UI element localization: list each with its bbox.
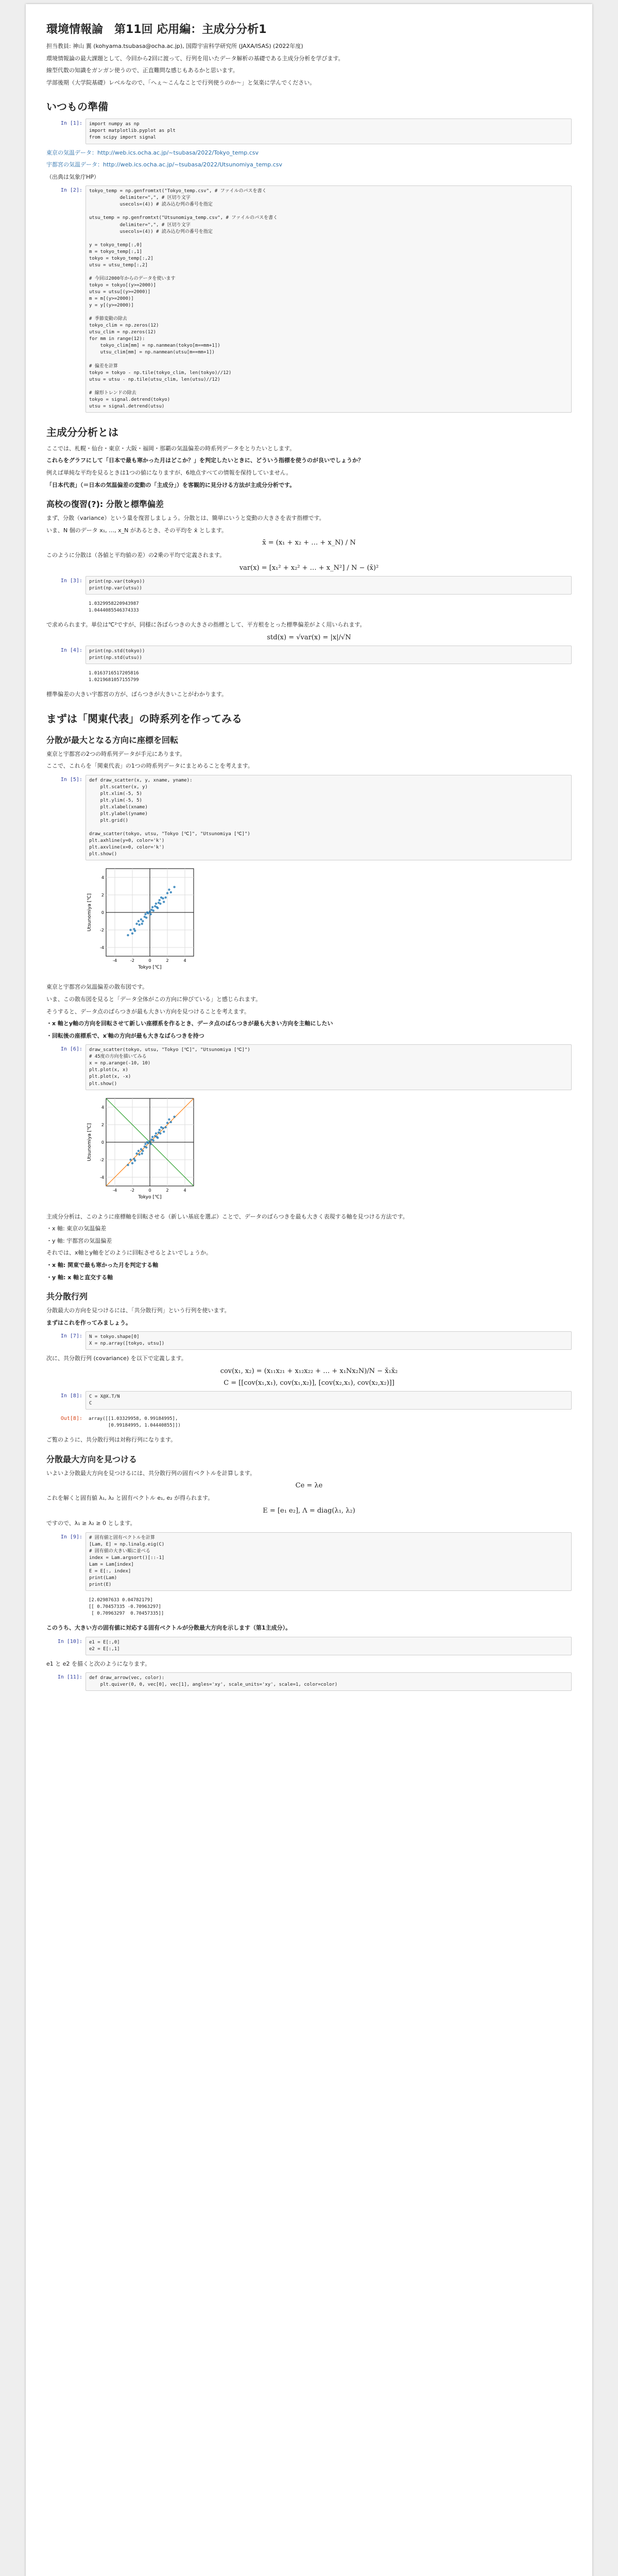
scatter-point xyxy=(163,901,165,903)
data-link[interactable]: 東京の気温データ：http://web.ics.ocha.ac.jp/~tsubasa/2022/Tokyo_temp.csv xyxy=(46,149,259,156)
section-heading: まずは「関東代表」の時系列を作ってみる xyxy=(46,712,242,725)
scatter-point xyxy=(157,1137,159,1139)
equation: x̄ = (x₁ + x₂ + … + x_N) / N xyxy=(262,539,356,547)
section-heading: 主成分分析とは xyxy=(46,426,118,438)
paragraph: それでは、x軸とy軸をどのように回転させるとよいでしょうか。 xyxy=(46,1249,212,1257)
equation: std(x) = √var(x) = |x|/√N xyxy=(267,633,351,641)
cell-prompt: In [8]: xyxy=(60,1393,82,1399)
code-input[interactable]: draw_scatter(tokyo, utsu, "Tokyo [℃]", "Utsunomiya [℃]") # 45度の方向を描いてみる x = np.arange(-10, 10) plt.plot(x, x) plt.plot(x, -x) plt.show() xyxy=(85,1044,572,1090)
paragraph: 主成分分析は、このように座標軸を回転させる（新しい基底を選ぶ）ことで、データのばらつきを最も大きく表現する軸を見つける方法です。 xyxy=(46,1213,408,1220)
cell-output: array([[1.03329958, 0.99184995], [0.99184995, 1.04440855]]) xyxy=(89,1416,181,1429)
code-input[interactable]: print(np.var(tokyo)) print(np.var(utsu)) xyxy=(85,576,572,595)
paragraph: このうち、大きい方の固有値に対応する固有ベクトルが分散最大方向を示します（第1主成分）。 xyxy=(46,1624,291,1632)
paragraph: 東京と宇都宮の2つの時系列データが手元にあります。 xyxy=(46,750,186,757)
y-tick-label: 0 xyxy=(101,1140,104,1145)
code-cell[interactable] xyxy=(46,118,572,144)
scatter-point xyxy=(163,1130,165,1132)
scatter-point xyxy=(152,1139,154,1141)
x-tick-label: 4 xyxy=(183,1188,186,1193)
scatter-point xyxy=(159,899,161,901)
code-cell[interactable] xyxy=(46,1672,572,1691)
x-tick-label: -2 xyxy=(130,1188,134,1193)
list-item: ・y 軸: x 軸と直交する軸 xyxy=(46,1274,113,1281)
scatter-point xyxy=(129,929,131,931)
cell-prompt: In [7]: xyxy=(60,1333,82,1340)
code-cell[interactable] xyxy=(46,576,572,595)
paragraph: いま、この散布図を見ると「データ全体がこの方向に伸びている」と感じられます。 xyxy=(46,995,262,1003)
subsection-heading: 高校の復習(?): 分散と標準偏差 xyxy=(46,499,164,510)
output-cell xyxy=(46,1414,572,1431)
scatter-point xyxy=(127,934,129,936)
paragraph: 東京と宇都宮の気温偏差の散布図です。 xyxy=(46,984,148,991)
code-cell[interactable] xyxy=(46,1331,572,1350)
paragraph: ・x 軸とy軸の方向を回転させて新しい座標系を作るとき、データ点のばらつきが最も大きい方向を主軸にしたい xyxy=(46,1020,333,1027)
x-axis-label: Tokyo [℃] xyxy=(138,1194,162,1200)
output-cell xyxy=(46,668,572,686)
code-input[interactable]: # 固有値と固有ベクトルを計算 [Lam, E] = np.linalg.eig(C) # 固有値の大きい順に並べる index = Lam.argsort()[::-1] Lam = Lam[index] E = E[:, index] print(Lam) print(E) xyxy=(85,1532,572,1591)
scatter-point xyxy=(144,913,146,916)
cell-output: [2.02987633 0.04782179] [[ 0.70457335 -0.70963297] [ 0.70963297 0.70457335]] xyxy=(89,1597,164,1617)
source-note: （出典は気象庁HP） xyxy=(46,173,99,180)
paragraph: ・回転後の座標系で、x′軸の方向が最も大きなばらつきを持つ xyxy=(46,1032,204,1039)
paragraph: まず、分散（variance）という量を復習しましょう。分散とは、簡単にいうと変動の大きさを表す指標です。 xyxy=(46,515,325,522)
scatter-point xyxy=(146,1141,148,1143)
scatter-point xyxy=(131,933,133,935)
y-tick-label: 2 xyxy=(101,1122,104,1127)
scatter-point xyxy=(152,910,154,912)
code-cell[interactable] xyxy=(46,1044,572,1090)
paragraph: これらをグラフにして「日本で最も寒かった月はどこか？」を判定したいときに、どういう指標を使うのが良いでしょうか？ xyxy=(46,457,364,464)
scatter-point xyxy=(166,1122,168,1124)
scatter-point xyxy=(157,907,159,909)
paragraph: いよいよ分散最大方向を見つけるには、共分散行列の固有ベクトルを計算します。 xyxy=(46,1469,256,1477)
cell-prompt: In [10]: xyxy=(57,1638,82,1645)
scatter-point xyxy=(168,889,170,891)
scatter-point xyxy=(134,1159,136,1161)
scatter-point xyxy=(166,892,168,894)
x-tick-label: 0 xyxy=(148,958,151,963)
x-tick-label: -4 xyxy=(113,958,117,963)
scatter-point xyxy=(145,1146,147,1148)
code-input[interactable]: print(np.std(tokyo)) print(np.std(utsu)) xyxy=(85,646,572,664)
section-heading: いつもの準備 xyxy=(46,100,108,113)
cell-prompt: In [3]: xyxy=(60,578,82,584)
code-cell[interactable] xyxy=(46,1391,572,1410)
y-tick-label: -2 xyxy=(100,928,104,933)
scatter-point xyxy=(149,910,151,912)
scatter-point xyxy=(142,1149,144,1151)
list-item: ・y 軸: 宇都宮の気温偏差 xyxy=(46,1237,112,1244)
x-tick-label: -2 xyxy=(130,958,134,963)
scatter-point xyxy=(135,1152,138,1154)
scatter-point xyxy=(140,919,142,921)
y-tick-label: -4 xyxy=(100,1175,104,1180)
scatter-point xyxy=(141,1152,143,1154)
code-input[interactable]: import numpy as np import matplotlib.pyplot as plt from scipy import signal xyxy=(85,118,572,144)
cell-prompt: In [1]: xyxy=(60,121,82,127)
scatter-chart-svg xyxy=(85,865,199,978)
paragraph: 「日本代表」（＝日本の気温偏差の変動の「主成分」）を客観的に見分ける方法が主成分分析です。 xyxy=(46,481,296,488)
scatter-point xyxy=(159,903,161,905)
scatter-point xyxy=(138,1149,140,1151)
scatter-point xyxy=(151,1136,153,1138)
x-tick-label: 2 xyxy=(166,958,169,963)
equation: E = [e₁ e₂], Λ = diag(λ₁, λ₂) xyxy=(263,1506,355,1515)
equation: var(x) = [x₁² + x₂² + … + x_N²] / N − (x̄)² xyxy=(239,564,379,572)
y-tick-label: -4 xyxy=(100,945,104,951)
paragraph: いま、N 個のデータ x₁, …, x_N があるとき、その平均を x̄ とします。 xyxy=(46,527,228,534)
subsection-heading: 共分散行列 xyxy=(46,1292,88,1302)
scatter-point xyxy=(173,886,175,888)
data-link[interactable]: 宇都宮の気温データ：http://web.ics.ocha.ac.jp/~tsubasa/2022/Utsunomiya_temp.csv xyxy=(46,161,282,168)
scatter-point xyxy=(144,1143,146,1145)
scatter-point xyxy=(138,924,140,926)
list-item: ・x 軸: 東京の気温偏差 xyxy=(46,1225,107,1232)
x-axis-label: Tokyo [℃] xyxy=(138,965,162,971)
scatter-plot xyxy=(85,865,572,979)
paragraph: まずはこれを作ってみましょう。 xyxy=(46,1319,131,1326)
scatter-point xyxy=(159,1129,161,1131)
scatter-point xyxy=(135,923,138,925)
notebook-page xyxy=(26,4,592,2576)
code-input[interactable]: def draw_scatter(x, y, xname, yname): plt.scatter(x, y) plt.xlim(-5, 5) plt.ylim(-5, 5) plt.xlabel(xname) plt.ylabel(yname) plt.grid() draw_scatter(tokyo, utsu, "Tokyo [℃]", "Utsunomiya [℃]") plt.axhline(y=0, color='k') plt.axvline(x=0, color='k') plt.show() xyxy=(85,775,572,861)
scatter-point xyxy=(138,1153,140,1155)
scatter-point xyxy=(151,906,153,908)
equation: cov(x₁, x₂) = (x₁₁x₂₁ + x₁₂x₂₂ + … + x₁Nx₂N)/N − x̄₁x̄₂ xyxy=(220,1367,398,1375)
cell-output: 1.0329958220943987 1.0444085546374333 xyxy=(89,601,139,614)
intro-text: 環境情報論の最大課題として、今回から2回に渡って、行列を用いたデータ解析の基礎である主成分分析を学びます。 xyxy=(46,55,344,62)
paragraph: で求められます。単位は℃²ですが、同様に各ばらつきの大きさの指標として、平方根をとった標準偏差がよく用いられます。 xyxy=(46,621,366,629)
y-tick-label: 4 xyxy=(101,1105,104,1110)
scatter-point xyxy=(160,896,162,899)
x-tick-label: 0 xyxy=(148,1188,151,1193)
scatter-point xyxy=(155,903,157,905)
paragraph: ここでは、札幌・仙台・東京・大阪・福岡・那覇の気温偏差の時系列データをとりたいとします。 xyxy=(46,445,296,452)
subsection-heading: 分散が最大となる方向に座標を回転 xyxy=(46,735,179,745)
intro-text: 線型代数の知識をガンガン使うので、正直難問な感じもあるかと思います。 xyxy=(46,67,238,74)
scatter-point xyxy=(149,1140,151,1142)
equation: Ce = λe xyxy=(295,1482,323,1490)
scatter-plot xyxy=(85,1094,572,1209)
y-tick-label: 0 xyxy=(101,910,104,916)
scatter-point xyxy=(140,1148,142,1150)
cell-prompt: In [9]: xyxy=(60,1534,82,1540)
code-cell[interactable] xyxy=(46,1532,572,1591)
cell-output: 1.0163716517205816 1.0219681057155799 xyxy=(89,670,139,683)
scatter-point xyxy=(168,1118,170,1120)
paragraph: これを解くと固有値 λ₁, λ₂ と固有ベクトル e₁, e₂ が得られます。 xyxy=(46,1495,214,1502)
scatter-point xyxy=(138,920,140,922)
scatter-point xyxy=(164,1126,166,1128)
scatter-point xyxy=(170,891,172,893)
code-cell[interactable] xyxy=(46,646,572,664)
paragraph: ご覧のように、共分散行列は対称行列になります。 xyxy=(46,1436,177,1444)
y-axis-label: Utsunomiya [℃] xyxy=(87,893,92,932)
scatter-chart-svg xyxy=(85,1094,199,1208)
code-input[interactable]: C = X@X.T/N C xyxy=(85,1391,572,1410)
paragraph: 標準偏差の大きい宇都宮の方が、ばらつきが大きいことがわかります。 xyxy=(46,690,228,698)
scatter-point xyxy=(170,1121,172,1123)
paragraph: ここで、これらを「関東代表」の1つの時系列データにまとめることを考えます。 xyxy=(46,762,253,770)
scatter-point xyxy=(141,923,143,925)
cell-prompt: In [5]: xyxy=(60,776,82,783)
intro-text: 学部後期（大学院基礎）レベルなので、「へぇ〜こんなことで行列使うのか〜」と気楽に学んでください。 xyxy=(46,79,316,86)
paragraph: このように分散は（各値と平均値の差）の2乗の平均で定義されます。 xyxy=(46,552,226,559)
scatter-point xyxy=(160,1126,162,1128)
scatter-point xyxy=(134,930,136,932)
paragraph: ですので、λ₁ ≥ λ₂ ≥ 0 とします。 xyxy=(46,1519,136,1527)
y-tick-label: 4 xyxy=(101,875,104,880)
paragraph: そうすると、データ点のばらつきが最も大きい方向を見つけることを考えます。 xyxy=(46,1008,250,1015)
x-tick-label: 2 xyxy=(166,1188,169,1193)
page-title: 環境情報論 第11回 応用編：主成分分析1 xyxy=(46,23,267,36)
output-cell xyxy=(46,1595,572,1619)
cell-prompt: In [11]: xyxy=(57,1674,82,1681)
scatter-point xyxy=(173,1115,175,1117)
cell-prompt: In [6]: xyxy=(60,1046,82,1053)
code-cell[interactable] xyxy=(46,1637,572,1655)
scatter-point xyxy=(129,1158,131,1160)
scatter-point xyxy=(164,896,166,899)
paragraph: e1 と e2 を描くと次のようになります。 xyxy=(46,1660,151,1667)
y-tick-label: 2 xyxy=(101,893,104,898)
scatter-point xyxy=(145,917,147,919)
subsection-heading: 分散最大方向を見つける xyxy=(46,1454,138,1464)
paragraph: 例えば単純な平均を見るときは1つの値になりますが、6地点すべての情報を保持していません。 xyxy=(46,469,292,477)
code-input[interactable]: e1 = E[:,0] e2 = E[:,1] xyxy=(85,1637,572,1655)
cell-prompt: Out[8]: xyxy=(60,1416,82,1422)
code-cell[interactable] xyxy=(46,185,572,413)
author-line: 担当教員: 神山 翼 (kohyama.tsubasa@ocha.ac.jp), 国際宇宙科学研究所 (JAXA/ISAS) (2022年度) xyxy=(46,43,303,49)
scatter-point xyxy=(142,920,144,922)
scatter-point xyxy=(155,1132,157,1134)
scatter-point xyxy=(131,1162,133,1164)
code-cell[interactable] xyxy=(46,775,572,861)
x-tick-label: -4 xyxy=(113,1188,117,1193)
code-input[interactable]: def draw_arrow(vec, color): plt.quiver(0, 0, vec[0], vec[1], angles='xy', scale_units='xy', scale=1, color=color) xyxy=(85,1672,572,1691)
cell-prompt: In [4]: xyxy=(60,647,82,653)
scatter-point xyxy=(146,911,148,913)
paragraph: 分散最大の方向を見つけるには、「共分散行列」という行列を使います。 xyxy=(46,1307,230,1314)
scatter-point xyxy=(127,1164,129,1166)
cell-prompt: In [2]: xyxy=(60,188,82,194)
code-input[interactable]: N = tokyo.shape[0] X = np.array([tokyo, utsu]) xyxy=(85,1331,572,1350)
y-axis-label: Utsunomiya [℃] xyxy=(87,1123,92,1161)
code-input[interactable]: tokyo_temp = np.genfromtxt("Tokyo_temp.csv", # ファイルのパスを書く delimiter=",", # 区切り文字 usecols=(4)) # 読み込む列の番号を指定 utsu_temp = np.genfromtxt("Utsunomiya_temp.csv", # ファイルのパスを書く delimiter=",", # 区切り文字 usecols=(4)) # 読み込む列の番号を指定 y = tokyo_temp[:,0] m = tokyo_temp[:,1] tokyo = tokyo_temp[:,2] utsu = utsu_temp[:,2] # 今回は2000年からのデータを使います tokyo = tokyo[(y>=2000)] utsu = utsu[(y>=2000)] m = m[(y>=2000)] y = y[(y>=2000)] # 季節変動の除去 tokyo_clim = np.zeros(12) utsu_clim = np.zeros(12) for mm in range(12): tokyo_clim[mm] = np.nanmean(tokyo[m==mm+1]) utsu_clim[mm] = np.nanmean(utsu[m==mm+1]) # 偏差を計算 tokyo = tokyo - np.tile(tokyo_clim, len(tokyo)//12) utsu = utsu - np.tile(utsu_clim, len(utsu)//12) # 線形トレンドの除去 tokyo = signal.detrend(tokyo) utsu = signal.detrend(utsu) xyxy=(85,185,572,413)
output-cell xyxy=(46,599,572,616)
scatter-point xyxy=(150,1143,152,1145)
paragraph: 次に、共分散行列 (covariance) を以下で定義します。 xyxy=(46,1355,187,1362)
y-tick-label: -2 xyxy=(100,1157,104,1162)
scatter-point xyxy=(150,913,152,916)
list-item: ・x 軸: 関東で最も寒かった月を判定する軸 xyxy=(46,1261,159,1268)
equation: C = [[cov(x₁,x₁), cov(x₁,x₂)], [cov(x₂,x₁), cov(x₂,x₂)]] xyxy=(224,1379,394,1387)
scatter-point xyxy=(159,1132,161,1134)
x-tick-label: 4 xyxy=(183,958,186,963)
